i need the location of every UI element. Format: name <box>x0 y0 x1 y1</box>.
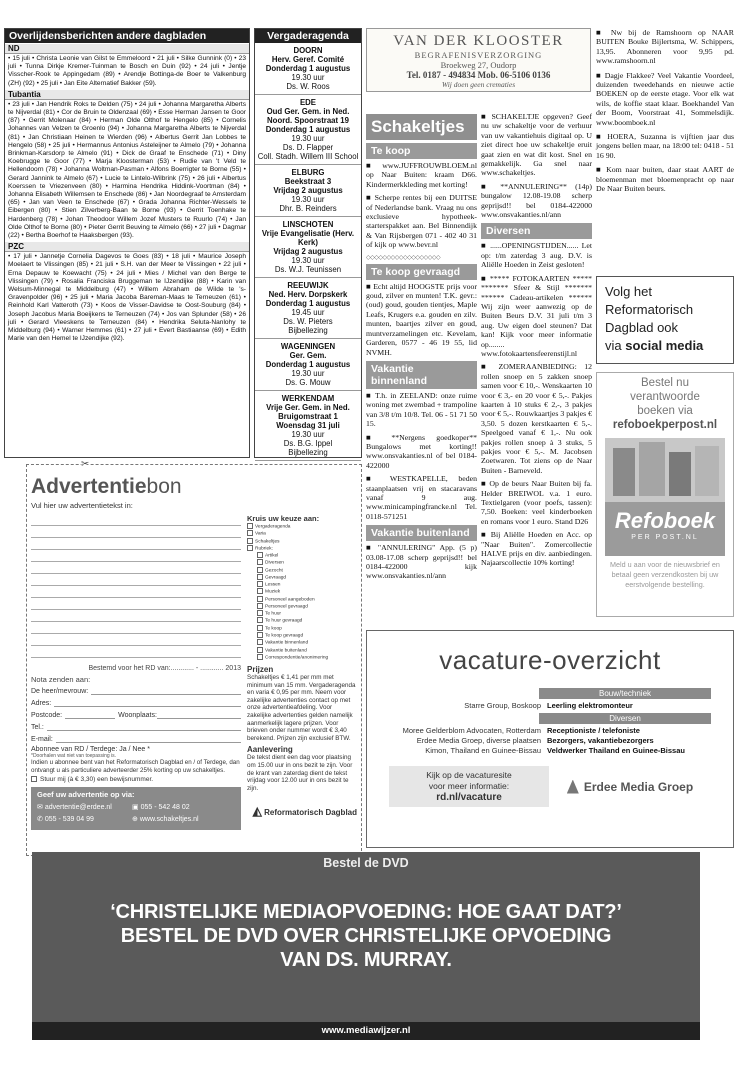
agenda-header: Vergaderagenda <box>255 29 361 43</box>
klooster-phone: Tel. 0187 - 494834 Mob. 06-5106 0136 <box>406 70 551 80</box>
text-line[interactable] <box>31 526 241 538</box>
refoboek-logo-sub: PER POST.NL <box>631 534 699 541</box>
ads-diversen <box>481 241 592 567</box>
cat-buitenland: Vakantie buitenland <box>366 525 477 541</box>
keuze-checkbox[interactable]: Muziek <box>247 588 357 595</box>
obituaries-header: Overlijdensberichten andere dagbladen <box>5 29 249 43</box>
classified-ad: ■ Kom naar buiten, daar staat AART de bloemenman met bloemenpracht op naar De Naar Buiten beurs. <box>596 165 734 194</box>
classified-ad: ■ **Nergens goedkoper** Bungalows met korting!! www.onsvakanties.nl of bel 0184-422000 <box>366 432 477 470</box>
classified-ad: ■ ZOMERAANBIEDING: 12 rollen snoep en 5 zakken snoep samen voor € 10,-. Wenskaarten 10 voor € 3,- en 20 voor € 5,-. Pakjes kaarten à 10 stuks € 2,-, 3 pakjes voor € 5,-. Rouwkaartjes 3 pakjes € 3,50. 5 dozen kerstkaarten € 5,-. Speelgoed vanaf € 1,-. Nu ook pakjes rollen snoep à 3 stuks, 5 pakjes voor € 5,-. M. Jacobsen Zoetwaren. Tot ziens op de Naar Buiten - Barneveld. <box>481 362 592 475</box>
text-line[interactable] <box>31 586 241 598</box>
fax-icon: ▣ <box>132 804 139 812</box>
meeting-place: DOORN <box>293 46 323 55</box>
klooster-ad <box>366 28 591 92</box>
refoboek-l2: verantwoorde <box>630 391 700 403</box>
meeting-date: Donderdag 1 augustus <box>265 299 351 308</box>
social-l5: via <box>605 338 622 353</box>
refoboek-l4: refoboekperpost.nl <box>612 419 718 431</box>
dvd-line-3: VAN DS. MURRAY. <box>280 949 452 971</box>
erdee-logo-text: Erdee Media Groep <box>583 779 694 794</box>
keuze-checkbox[interactable]: Vakantie binnenland <box>247 639 357 646</box>
ads-col2 <box>481 112 592 219</box>
obit-section-label: PZC <box>5 242 249 252</box>
social-media-ad <box>596 276 734 364</box>
keuze-checkbox[interactable]: Varia <box>247 530 357 537</box>
meeting-place: REEUWIJK <box>287 281 329 290</box>
vacature-company: Moree Gelderblom Advocaten, Rotterdam <box>402 726 541 735</box>
text-lines <box>31 514 241 661</box>
meeting-org: Oud Ger. Gem. in Ned. Noord. Spoorstraat 19 <box>266 107 350 125</box>
obit-text: • 15 juli • Christa Leonie van Gilst te Emmeloord • 21 juli • Silke Gunnink (0) • 23 juli • Tunna Dirkje Kremer-Tuinman te Bosch en Duin (92) • 24 juli • Jentje Visscher-Rook te Appingedam (89) • Arendje Bottinga-de Boer te Valkenburg (ZH) (92) • 25 juli • Jan Eite Alternatief Bakker (59). <box>8 55 246 87</box>
vacature-row[interactable] <box>389 736 711 746</box>
vacature-row[interactable] <box>389 746 711 756</box>
erdee-logo-icon <box>567 780 579 794</box>
bestemd-label: Bestemd voor het RD van:............ - ............ 2013 <box>88 665 241 673</box>
ads-binnenland <box>366 391 477 521</box>
obit-text: • 17 juli • Jannetje Cornelia Dagevos te Goes (83) • 18 juli • Maurice Joseph Moelaert te Vlissingen (85) • 21 juli • S.H. van der Meer te Vlissingen • 22 juli • Erna Depauw te Koewacht (75) • 24 juli • Mies / Michel van den Berge te Vlissingen (79) • Rosalia Franciska Bruggeman te IJzendijke (88) • Karin van Welsum-Minnegal te Middelburg (47) • Willem Abraham de Wilde te 's-Gravenpolder (96) • 25 juli • Maria Jacoba Bareman-Maas te Terneuzen (61) • Reinhold Karl Vatteroth (73) • Koos de Visser-Davidse te Oost-Souburg (84) • Joseph Jacobus Maria Boeijkens te Terneuzen (74) • Jos van Splunder (58) • 26 juli • Gerard Vleeskens te Terneuzen (84) • Hendrika Seluta-Nanlohy te Middelburg (94) • Warner Hemmes (61) • 27 juli • Evert Bastiaanse (69) • Edith Marie van den Hemel te IJzendijke (92). <box>8 253 246 343</box>
phone-icon: ✆ <box>37 816 43 824</box>
vacature-company: Kimon, Thailand en Guinee-Bissau <box>425 746 541 755</box>
meeting-time: 19.30 uur <box>291 256 325 265</box>
vacature-sections <box>389 688 711 756</box>
keuze-checkbox[interactable]: Te koop <box>247 625 357 632</box>
ads-te-koop <box>366 161 477 250</box>
nota-label: Nota zenden aan: <box>31 675 91 685</box>
meeting-item <box>255 95 361 165</box>
social-l3: Dagblad <box>605 320 654 335</box>
keuze-list <box>241 514 357 661</box>
field-postcode[interactable] <box>31 708 241 719</box>
advertentiebon <box>26 459 362 856</box>
dvd-url[interactable]: www.mediawijzer.nl <box>321 1025 411 1036</box>
meeting-item <box>255 339 361 391</box>
vacature-kijk <box>389 766 549 807</box>
bon-fax: 055 - 542 48 02 <box>140 804 190 812</box>
schakeltjes-title: Schakeltjes <box>366 114 477 140</box>
meeting-org: Ned. Herv. Dorpskerk <box>268 290 348 299</box>
meeting-item <box>255 278 361 339</box>
bon-title-2: bon <box>146 475 182 498</box>
cat-gevraagd: Te koop gevraagd <box>366 264 477 280</box>
meeting-date: Woensdag 31 juli <box>276 421 340 430</box>
text-line[interactable] <box>31 562 241 574</box>
globe-icon: ⊕ <box>132 816 138 824</box>
text-line[interactable] <box>31 610 241 622</box>
meeting-date: Donderdag 1 augustus <box>265 360 351 369</box>
kijk-l3[interactable]: rd.nl/vacature <box>436 792 502 803</box>
meeting-item <box>255 217 361 278</box>
classified-ad: ■ ......OPENINGSTIJDEN...... Let op: t/m zaterdag 3 aug. D.V. is Aliëlle Hoeden in Zeist gesloten! <box>481 241 592 270</box>
field-email[interactable] <box>31 732 241 743</box>
divider: ◇◇◇◇◇◇◇◇◇◇◇◇◇◇◇◇◇◇ <box>366 254 441 261</box>
classified-ad: ■ Bij Aliëlle Hoeden en Acc. op "Naar Buiten". Zomercollectie HALVE prijs en div. aanbiedingen. Najaarscollectie 10% korting! <box>481 530 592 568</box>
text-line[interactable] <box>31 646 241 658</box>
rd-logo-icon: ◭ <box>252 804 262 819</box>
aanlevering-text: De tekst dient een dag voor plaatsing om 15.00 uur in ons bezit te zijn. Voor de krant van zaterdag dient de tekst vrijdag voor 12.00 uur in ons bezit te zijn. <box>247 754 353 792</box>
vacature-row[interactable] <box>389 726 711 736</box>
abonnee-label[interactable]: Abonnee van RD / Terdege: Ja / Nee * <box>31 746 150 754</box>
vacature-function: Bezorgers, vakantiebezorgers <box>547 736 654 745</box>
obit-section-tubantia <box>5 90 249 241</box>
classified-ad: ■ Op de beurs Naar Buiten bij fa. Helder BREIWOL v.a. 1 euro. Textielgaren (voor poefs, tassen): 7,50. Boeken: veel kinderboeken en romans voor 1 euro. Stand D26 <box>481 479 592 526</box>
keuze-checkbox[interactable]: Te huur <box>247 610 357 617</box>
keuze-checkbox[interactable]: Vakantie buitenland <box>247 647 357 654</box>
meeting-org: Herv. Geref. Comité <box>271 55 345 64</box>
keuze-checkbox[interactable]: Rubriek: <box>247 545 357 552</box>
meeting-item <box>255 165 361 217</box>
meeting-extra: Coll. Stadh. Willem III School <box>257 152 359 161</box>
refoboek-logo: Refoboek <box>614 508 716 533</box>
field-label: Tel.: <box>31 724 44 732</box>
rd-logo <box>247 804 357 818</box>
refoboek-ad <box>596 372 734 617</box>
vacature-function: Receptioniste / telefoniste <box>547 726 640 735</box>
refoboek-logo-area <box>605 502 725 556</box>
kijk-l2: voor meer informatie: <box>428 781 510 791</box>
obit-section-nd <box>5 44 249 89</box>
classified-ad: ■ T.h. in ZEELAND: onze ruime woning met zwembad + trampoline van 3/8 t/m 10/8. Tel. 06 - 51 71 50 15. <box>366 390 477 429</box>
ads-gevraagd <box>366 282 477 357</box>
bon-web[interactable]: www.schakeltjes.nl <box>139 816 199 824</box>
social-l2: Reformatorisch <box>605 302 694 317</box>
classified-ad: ■ WESTKAPELLE, beden staanplaatsen vrij en stacaravans vanaf 9 aug. www.minicampingfrancke.nl Tel. 0118-571251 <box>366 474 477 521</box>
keuze-checkbox[interactable]: Te koop gevraagd <box>247 632 357 639</box>
meeting-org: Beekstraat 3 <box>284 177 332 186</box>
meeting-item <box>255 43 361 95</box>
kruis-label: Kruis uw keuze aan: <box>247 514 320 523</box>
obit-section-label: Tubantia <box>5 90 249 100</box>
keuze-checkbox[interactable]: Gezocht <box>247 567 357 574</box>
keuze-checkbox[interactable]: Correspondentie/anonimering <box>247 654 357 661</box>
meeting-speaker: Ds. B.G. Ippel <box>283 439 333 448</box>
classified-ad: ■ HOERA, Suzanna is vijftien jaar dus jongens bellen maar, na 18:00 tel: 0418 - 51 16 90. <box>596 132 734 160</box>
klooster-name: VAN DER KLOOSTER <box>393 33 564 49</box>
classified-ad: ■ SCHAKELTJE opgeven? Geef nu uw schakeltje voor de verhuur van uw vakantiehuis digitaal op. U ziet direct hoe uw schakeltje eruit gaat zien en wat dit kost. Snel en gemakkelijk. Ga snel naar www.schakeltjes. <box>481 112 592 178</box>
keuze-checkbox[interactable]: Diversen <box>247 559 357 566</box>
meeting-org: Vrije Ger. Gem. in Ned. Bruigomstraat 1 <box>266 403 350 421</box>
text-line[interactable] <box>31 574 241 586</box>
social-l4: ook <box>657 320 679 335</box>
geef-label: Geef uw advertentie op via: <box>37 790 135 800</box>
stuur-checkbox[interactable] <box>31 776 241 783</box>
meeting-org: Vrije Evangelisatie (Herv. Kerk) <box>261 229 355 247</box>
vacature-company: Erdee Media Groep, diverse plaatsen <box>416 736 541 745</box>
woonplaats-label: Woonplaats: <box>118 712 157 720</box>
meeting-date: Vrijdag 2 augustus <box>273 247 343 256</box>
meeting-time: 19.30 uur <box>291 134 325 143</box>
meeting-time: 19.30 uur <box>291 73 325 82</box>
classified-ad: ■ Echt altijd HOOGSTE prijs voor goud, zilver en munten! T.K. gevr.: (oud) goud, gouden tientjes, Maple Leafs, Krugers e.a. gouden en zilv. munten, baartjes zilver en goud, muntverzamelingen etc. Kevelam, Garderen, 0577 - 46 19 55, lid NVMH. <box>366 281 477 357</box>
social-l1: Volg het <box>605 284 652 299</box>
klooster-address: Broekweg 27, Oudorp <box>440 60 517 70</box>
refoboek-foot: Meld u aan voor de nieuwsbrief en betaal geen verzendkosten bij uw eerstvolgende bestelling. <box>610 560 720 589</box>
scissors-icon: ✂ <box>81 459 90 470</box>
bon-email[interactable]: advertentie@erdee.nl <box>44 804 112 812</box>
klooster-slogan: Wij doen geen crematies <box>441 80 516 89</box>
prijzen-heading: Prijzen <box>247 665 274 675</box>
vacature-row[interactable] <box>389 701 711 711</box>
field-phone[interactable] <box>31 720 241 731</box>
dvd-label: Bestel de DVD <box>323 856 409 870</box>
contact-box <box>31 787 241 830</box>
bon-title-1: Advertentie <box>31 475 147 498</box>
meeting-speaker: Ds. G. Mouw <box>285 378 331 387</box>
text-line[interactable] <box>31 598 241 610</box>
kijk-l1: Kijk op de vacaturesite <box>426 770 512 780</box>
rd-logo-text: Reformatorisch Dagblad <box>264 808 357 818</box>
meeting-extra: Bijbellezing <box>288 326 328 335</box>
text-line[interactable] <box>31 622 241 634</box>
meeting-speaker: Ds. W.J. Teunissen <box>274 265 342 274</box>
meeting-date: Donderdag 1 augustus <box>265 125 351 134</box>
cat-binnenland: Vakantie binnenland <box>366 361 477 389</box>
classified-ad: ■ **ANNULERING** (14p) bungalow 12.08-19.08 scherp geprijsd!! bel 0184-422000 www.onsvakanties.nl/ann <box>481 181 592 220</box>
dvd-line-1: ‘CHRISTELIJKE MEDIAOPVOEDING: HOE GAAT DAT?’ <box>110 901 622 923</box>
meeting-date: Donderdag 1 augustus <box>265 64 351 73</box>
field-label: Adres: <box>31 700 52 708</box>
text-line[interactable] <box>31 514 241 526</box>
dvd-banner <box>32 852 700 1040</box>
cat-diversen: Diversen <box>481 223 592 239</box>
meeting-time: 19.45 uur <box>291 308 325 317</box>
keuze-checkbox[interactable]: Artikel <box>247 552 357 559</box>
meeting-extra: Bijbellezing <box>288 448 328 457</box>
text-line[interactable] <box>31 634 241 646</box>
ads-col3 <box>596 28 734 194</box>
field-label: Postcode: <box>31 712 63 720</box>
classified-ad: ■ ***** FOTOKAARTEN ***** ******* Sfeer & Stijl ******* ****** Cadeau-artikelen ****** Wij zijn weer aanwezig op de Buiten Beurs D.V. 31 juli t/m 3 aug. Uw eigen doel steunen? Dat kan! Kijk voor meer informatie op........ www.fotokaartensfeerenstijl.nl <box>481 273 592 358</box>
vacature-section-label: Bouw/techniek <box>539 688 711 699</box>
meeting-item <box>255 391 361 461</box>
meeting-time: 19.30 uur <box>291 195 325 204</box>
keuze-checkbox[interactable]: Personeel aangeboden <box>247 596 357 603</box>
cat-te-koop: Te koop <box>366 143 477 159</box>
keuze-checkbox[interactable]: Vergaderagenda <box>247 523 357 530</box>
aanlevering-heading: Aanlevering <box>247 745 293 755</box>
obit-text: • 23 juli • Jan Hendrik Roks te Delden (75) • 24 juli • Johanna Margaretha Alberts te Nijverdal (81) • Cor de Bruin te Oldenzaal (69) • Esse Herman Jansen te Goor (87) • Gerrit Molenaar (84) • Herman Olde Olthof te Hengelo (85) • Cornelis Johannes van Velzen te Groenlo (94) • Johanna Margaretha Alberts te Nijverdal (81) • Jan Christiaan Heinen te Wierden (96) • Albertus Gerrit Jan Lobbes te Hengelo (58) • 25 juli • Hermannus Antonius Asteleijner te Almelo (79) • Johanna Brinkman-Karsdorp te Almelo (91) • Dick de Graaf te Enschede (71) • Diny Koebrugge te Goor (77) • Marja Kloosterman (53) • Rudie van 't Veld te Hellendoorn (78) • Johanna Woltman-Pasman • Alfons Boerrigter te Borne (55) • Gerard Jannink te Almelo (67) • Lucie te Lintelo-Wilbrink (75) • 26 juli • Albertus Koerssen te Vriezenveen (80) • Harmina Hendrika Hiddink-Voortman (84) • Johanna Elisabeth Willemsen te Enschede (86) • Jan Noordegraaf te Amsterdam (65) • Jan van Veen te Enschede (67) • Grada Johanna Richter-Wessels te Eibergen (80) • Stien Zilverberg-Baan te Borne (93) • Gerrit Toenhake te Hardenberg (78) • Johan Theodoor Willem Jozef Musters te Ruurlo (74) • Jan Olde Olthof te Borne (80) • Pieter Gerrit Beuving te Almelo (66) • 27 juli • Dagmar (22) • Bertha Boerhof te Haaksbergen (93). <box>8 100 246 240</box>
schakeltjes-col3 <box>596 28 734 268</box>
classified-ad: ■ www.JUFFROUWBLOEM.nl op Naar Buiten: kraam D66. Kindermerkkleding met korting! <box>366 161 477 189</box>
meeting-place: ELBURG <box>291 168 325 177</box>
books-image <box>605 438 725 502</box>
vacature-company: Starre Group, Boskoop <box>464 701 541 710</box>
erdee-logo <box>549 766 711 807</box>
dvd-url-bar <box>32 1022 700 1040</box>
meeting-place: WAGENINGEN <box>280 342 336 351</box>
vacature-function: Veldwerker Thailand en Guinee-Bissau <box>547 746 685 755</box>
stuur-label: Stuur mij (à € 3,30) een bewijsnummer. <box>40 776 154 784</box>
schakeltjes-col1 <box>366 114 477 581</box>
meeting-speaker: Ds. D. Flapper <box>282 143 334 152</box>
meeting-speaker: Ds. W. Roos <box>286 82 330 91</box>
vacature-section-label: Diversen <box>539 713 711 724</box>
vacature-title: vacature-overzicht <box>439 645 661 675</box>
meeting-org: Ger. Gem. <box>289 351 327 360</box>
meeting-date: Vrijdag 2 augustus <box>273 186 343 195</box>
klooster-sub: BEGRAFENISVERZORGING <box>414 50 543 60</box>
meeting-speaker: Dhr. B. Reinders <box>279 204 337 213</box>
meeting-time: 19.30 uur <box>291 430 325 439</box>
social-l6: social media <box>625 338 704 353</box>
field-label: De heer/mevrouw: <box>31 688 89 696</box>
doorhalen-note: *Doorhalen wat niet van toepassing is. <box>31 753 117 760</box>
classified-ad: ■ Scherpe rentes bij een DUITSE of Nederlandse bank. Vraag nu ons exclusieve hypotheek-starterspakket aan. Bel Binnendijk & Van Rijsbergen 071 - 402 40 31 of kijk op www.bevr.nl <box>366 193 477 250</box>
schakeltjes-col2 <box>481 112 592 592</box>
obituaries-block <box>4 28 250 458</box>
field-address[interactable] <box>31 696 241 707</box>
email-icon: ✉ <box>37 804 43 812</box>
meeting-place: LINSCHOTEN <box>282 220 334 229</box>
classified-ad: ■ Dagje Flakkee? Veel Vakantie Voordeel, duizenden tweedehands en nieuwe actie BOEKEN op de eerste etage. Voor elk wat wils, de koffie staat klaar. Boekhandel Van der Boom, Voorstraat 41, Sommelsdijk. www.boomboek.nl <box>596 70 734 127</box>
bon-phone: 055 - 539 04 99 <box>44 816 94 824</box>
bon-options <box>247 523 357 661</box>
meeting-place: EDE <box>299 98 317 107</box>
meeting-time: 19.30 uur <box>291 369 325 378</box>
bon-instruction: Vul hier uw advertentietekst in: <box>31 501 133 510</box>
classified-ad: ■ Nw bij de Ramshoorn op NAAR BUITEN Bouke Bijlertsma, W. Schippers, 13,95. Abonneren voor 9,95 pd. www.ramshoorn.nl <box>596 28 734 66</box>
keuze-checkbox[interactable]: Te huur gevraagd <box>247 617 357 624</box>
obit-section-label: ND <box>5 44 249 54</box>
field-label: E-mail: <box>31 736 53 744</box>
korting-note: Indien u abonnee bent van het Reformatorisch Dagblad en / of Terdege, dan ontvangt u als particuliere adverteerder 25% korting op uw schakeltjes. <box>31 759 240 774</box>
vacature-function: Leerling elektromonteur <box>547 701 633 710</box>
keuze-checkbox[interactable]: Personeel gevraagd <box>247 603 357 610</box>
classified-ad: ■ "ANNULERING" App. (5 p) 03.08-17.08 scherp geprijsd!! bel 0184-422000 kijk www.onsvakanties.nl/ann <box>366 543 477 581</box>
ads-buitenland <box>366 543 477 581</box>
meeting-place: WERKENDAM <box>281 394 335 403</box>
text-line[interactable] <box>31 538 241 550</box>
agenda-block <box>254 28 362 458</box>
vacature-overzicht <box>366 630 734 848</box>
keuze-checkbox[interactable]: Lessen <box>247 581 357 588</box>
obit-section-pzc <box>5 242 249 344</box>
field-name[interactable] <box>31 684 241 695</box>
refoboek-l3: boeken via <box>637 405 693 417</box>
keuze-checkbox[interactable]: Schakeltjes <box>247 538 357 545</box>
prijzen-text: Schakeltjes € 1,41 per mm met minimum van 15 mm. Vergaderagenda en varia € 0,95 per mm. Neem voor zakelijke advertenties contact op met onze advertentieafdeling. Voor zakelijke advertenties gelden namelijk aanmerkelijk lagere prijzen. Voor brieven onder nummer wordt € 3,40 berekend. Prijzen zijn exclusief BTW. <box>247 674 356 742</box>
refoboek-l1: Bestel nu <box>641 377 689 389</box>
keuze-checkbox[interactable]: Gevraagd <box>247 574 357 581</box>
text-line[interactable] <box>31 550 241 562</box>
dvd-line-2: BESTEL DE DVD OVER CHRISTELIJKE OPVOEDING <box>120 925 612 947</box>
agenda-list <box>255 43 361 461</box>
meeting-speaker: Ds. W. Pieters <box>283 317 333 326</box>
